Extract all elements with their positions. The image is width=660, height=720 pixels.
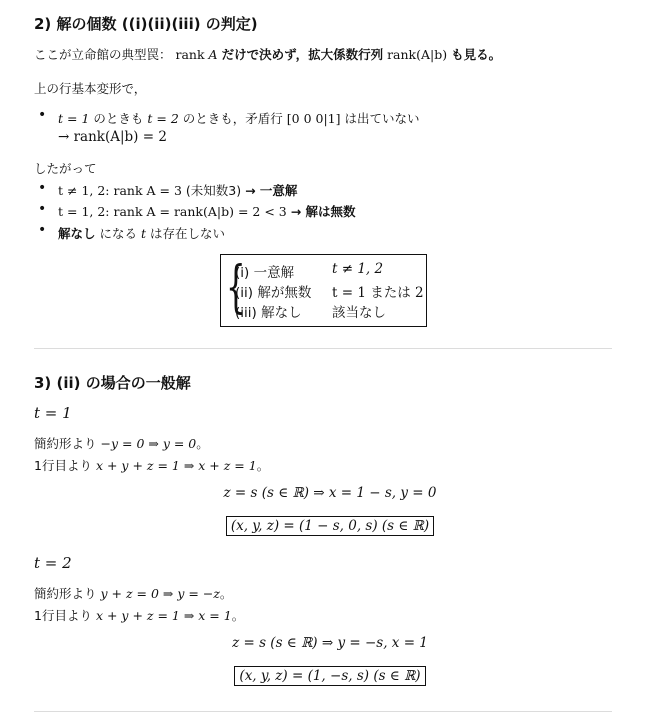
t1-l1-post: 。: [196, 436, 209, 451]
t1-l1-math: −y = 0 ⇒ y = 0: [100, 436, 197, 451]
summary-label: (ii) 解が無数: [235, 285, 312, 301]
t2-title: t = 2: [34, 554, 72, 572]
summary-row: [235, 261, 384, 281]
t2-l2-post: 。: [231, 608, 245, 623]
t1-answer-box: (x, y, z) = (1 − s, 0, s) (s ∈ ℝ): [226, 516, 434, 536]
b1-mid2: のときも，矛盾行: [182, 111, 283, 126]
t1-answer-wrap: [0, 516, 660, 536]
contradiction-row: [0 0 0|1]: [286, 111, 341, 126]
case-3-bold: 解なし: [58, 226, 96, 241]
bullet-1-line-2: → rank(A|b) = 2: [58, 129, 167, 145]
intro-paragraph: [34, 45, 501, 63]
t1-title: t = 1: [34, 404, 72, 422]
summary-label: (iii) 解なし: [235, 305, 302, 321]
t1-l2-pre: 1行目より: [34, 458, 92, 473]
bullet: •: [38, 201, 47, 217]
bullet: •: [38, 107, 47, 123]
t2-display-eq: z = s (s ∈ ℝ) ⇒ y = −s, x = 1: [232, 635, 428, 651]
intro-post: も見る。: [451, 47, 502, 62]
bullet: •: [38, 180, 47, 196]
intro-A: A: [208, 47, 218, 62]
case-3-t: t: [141, 226, 147, 241]
intro-mid: だけで決めず，拡大係数行列: [221, 47, 384, 62]
case-3: [58, 224, 225, 242]
bullet: •: [38, 222, 47, 238]
case-3-mid: になる: [99, 226, 138, 241]
t-eq-1: t = 1: [58, 111, 90, 126]
section-2-heading: 2) 解の個数 ((i)(ii)(iii) の判定): [34, 15, 258, 33]
t2-answer-box: (x, y, z) = (1, −s, s) (s ∈ ℝ): [234, 666, 425, 686]
summary-condition: 該当なし: [332, 305, 386, 321]
t2-line-2: [34, 606, 244, 624]
summary-label: (i) 一意解: [235, 265, 295, 281]
left-brace: {: [226, 255, 246, 320]
therefore-text: したがって: [34, 161, 97, 176]
t2-answer-wrap: [0, 666, 660, 686]
t2-l1-math: y + z = 0 ⇒ y = −z: [100, 586, 220, 601]
t1-l1-pre: 簡約形より: [34, 436, 97, 451]
case-1-note: (未知数3): [185, 183, 242, 198]
summary-box: [220, 254, 427, 327]
case-1-math: t ≠ 1, 2: rank A = 3: [58, 183, 182, 198]
t2-l1-pre: 簡約形より: [34, 586, 97, 601]
case-1: [58, 181, 297, 199]
summary-condition: t ≠ 1, 2: [332, 261, 384, 277]
bullet-1-line-1: [58, 109, 420, 127]
divider: [34, 348, 612, 349]
t-eq-2: t = 2: [147, 111, 179, 126]
summary-row: [235, 281, 424, 301]
t1-l2-math: x + y + z = 1 ⇒ x + z = 1: [95, 458, 257, 473]
intro-rank2: rank(A|b): [387, 47, 448, 62]
case-2: [58, 202, 356, 220]
t2-l1-post: 。: [219, 586, 233, 601]
t2-line-1: [34, 584, 232, 602]
case-2-result: → 解は無数: [290, 204, 356, 219]
b1-post: は出ていない: [344, 111, 420, 126]
t2-l2-pre: 1行目より: [34, 608, 92, 623]
t1-l2-post: 。: [256, 458, 270, 473]
section-3-heading: 3) (ii) の場合の一般解: [34, 374, 191, 392]
b1-mid: のときも: [93, 111, 144, 126]
t1-line-1: [34, 434, 209, 452]
intro-pre: ここが立命館の典型罠：: [34, 47, 172, 62]
basic-transform-text: 上の行基本変形で，: [34, 81, 147, 96]
divider: [34, 711, 612, 712]
case-2-math: t = 1, 2: rank A = rank(A|b) = 2 < 3: [58, 204, 287, 219]
summary-condition: t = 1 または 2: [332, 285, 424, 301]
case-3-post: は存在しない: [150, 226, 226, 241]
t2-l2-math: x + y + z = 1 ⇒ x = 1: [95, 608, 232, 623]
case-1-result: → 一意解: [245, 183, 298, 198]
summary-row: [235, 301, 386, 321]
t1-display-eq: z = s (s ∈ ℝ) ⇒ x = 1 − s, y = 0: [223, 485, 437, 501]
t1-line-2: [34, 456, 269, 474]
intro-rank: rank: [175, 47, 205, 62]
